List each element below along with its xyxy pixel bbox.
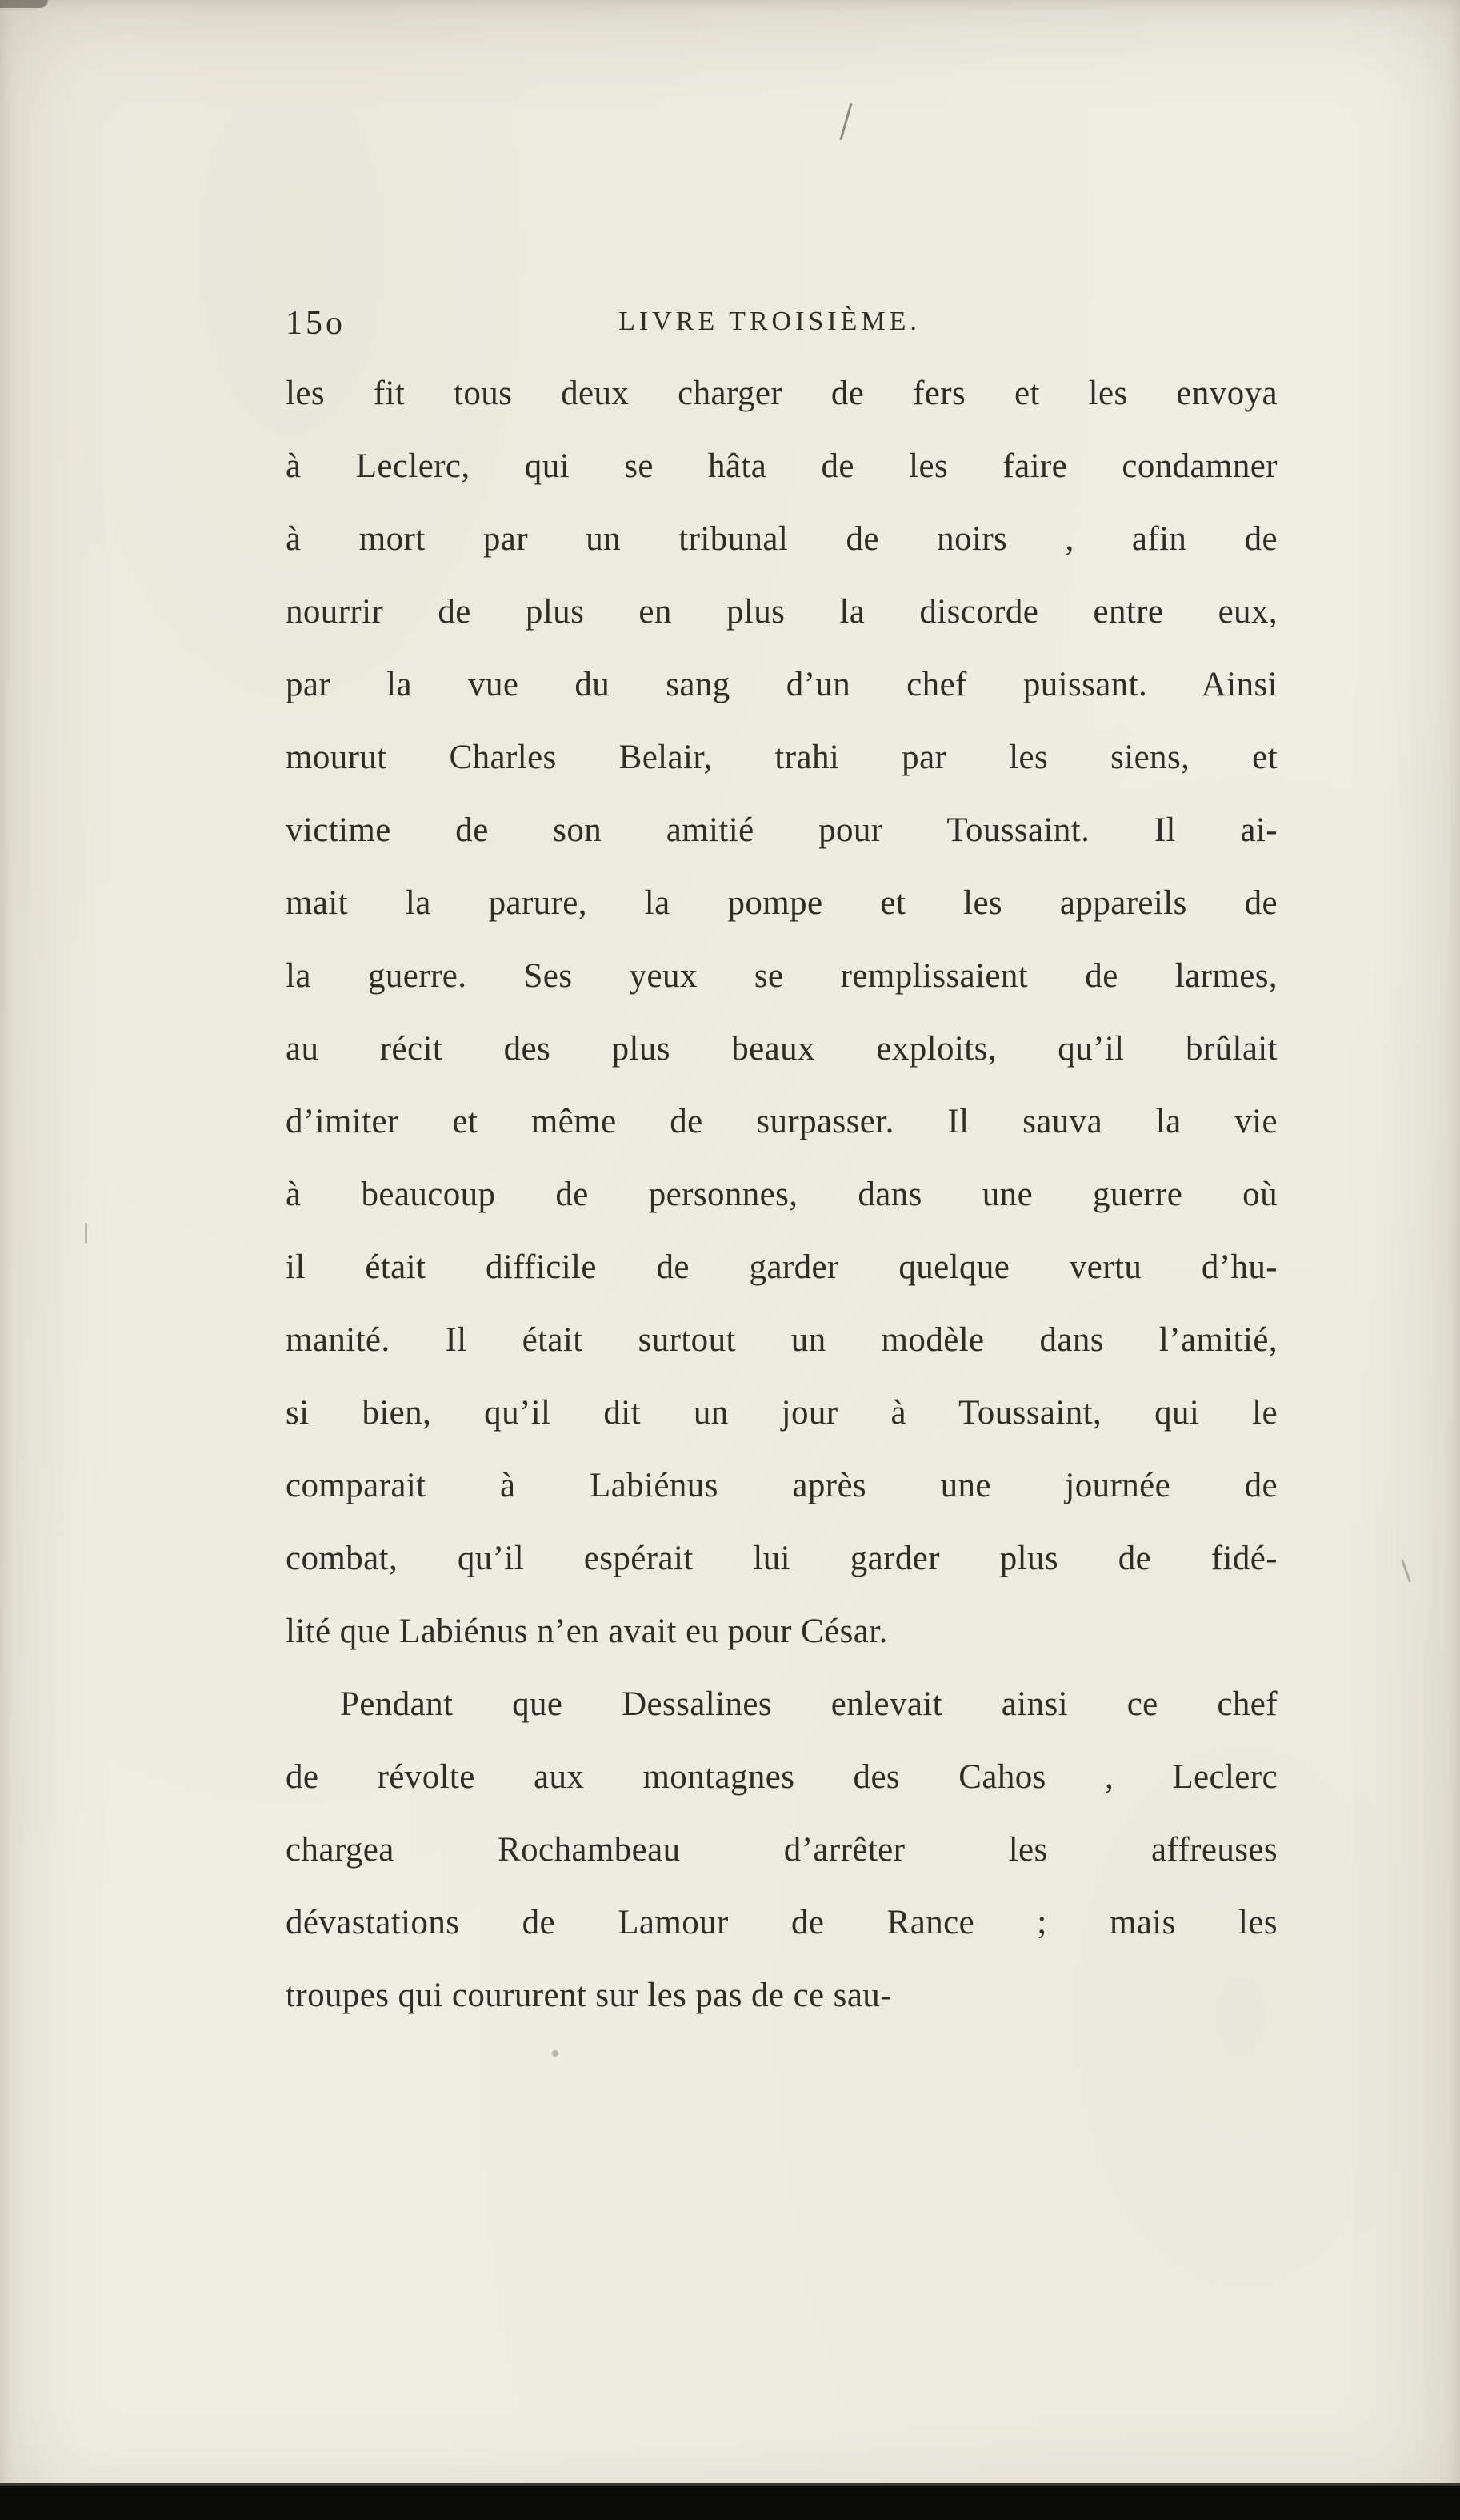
body-text: [286, 357, 1278, 2032]
text-line: d’imiter et même de surpasser. Il sauva la vie: [286, 1103, 1278, 1140]
scan-edge-top-left: [0, 0, 48, 8]
text-line: par la vue du sang d’un chef puissant. Ainsi: [286, 666, 1278, 703]
page-header: [286, 301, 1278, 343]
running-header: LIVRE TROISIÈME.: [618, 306, 921, 336]
text-line: manité. Il était surtout un modèle dans l’amitié,: [286, 1321, 1278, 1359]
text-line: la guerre. Ses yeux se remplissaient de larmes,: [286, 957, 1278, 995]
text-line: troupes qui coururent sur les pas de ce sau-: [286, 1977, 892, 2014]
text-line: mait la parure, la pompe et les appareils de: [286, 884, 1278, 922]
text-line: au récit des plus beaux exploits, qu’il brûlait: [286, 1030, 1278, 1068]
text-line: les fit tous deux charger de fers et les envoya: [286, 375, 1278, 412]
scan-artifact-dot: [552, 2050, 558, 2057]
text-line: il était difficile de garder quelque vertu d’hu-: [286, 1248, 1278, 1286]
text-line: de révolte aux montagnes des Cahos , Leclerc: [286, 1758, 1278, 1796]
text-line: lité que Labiénus n’en avait eu pour César.: [286, 1613, 888, 1650]
scan-edge-bottom: [0, 2483, 1460, 2520]
scan-artifact-slash: [839, 103, 852, 141]
text-line: si bien, qu’il dit un jour à Toussaint, qui le: [286, 1394, 1278, 1432]
page-number: 15o: [286, 305, 346, 342]
text-line: nourrir de plus en plus la discorde entre eux,: [286, 593, 1278, 631]
text-block: [286, 301, 1278, 2032]
text-line: combat, qu’il espérait lui garder plus de fidé-: [286, 1540, 1278, 1577]
text-line: dévastations de Lamour de Rance ; mais les: [286, 1904, 1278, 1941]
text-line: chargea Rochambeau d’arrêter les affreuses: [286, 1831, 1278, 1869]
text-line: à beaucoup de personnes, dans une guerre où: [286, 1176, 1278, 1213]
text-line: Pendant que Dessalines enlevait ainsi ce chef: [340, 1685, 1278, 1723]
text-line: à Leclerc, qui se hâta de les faire condamner: [286, 447, 1278, 485]
text-line: victime de son amitié pour Toussaint. Il ai-: [286, 811, 1278, 849]
text-line: mourut Charles Belair, trahi par les siens, et: [286, 739, 1278, 776]
text-line: à mort par un tribunal de noirs , afin de: [286, 520, 1278, 558]
scan-artifact-left: [85, 1223, 87, 1244]
scan-artifact-right: [1401, 1559, 1411, 1582]
text-line: comparait à Labiénus après une journée de: [286, 1467, 1278, 1504]
